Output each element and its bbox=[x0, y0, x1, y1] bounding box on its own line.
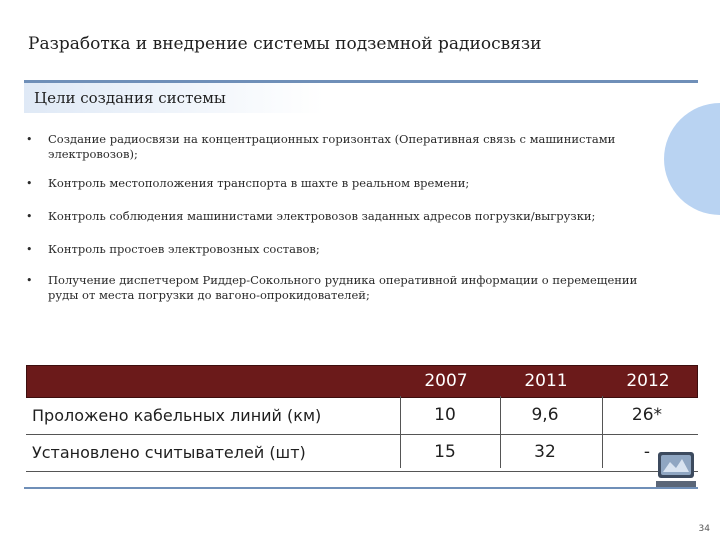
column-divider bbox=[602, 396, 603, 468]
column-divider bbox=[400, 396, 401, 468]
row-label: Проложено кабельных линий (км) bbox=[32, 406, 322, 425]
list-item bbox=[26, 176, 666, 191]
table-header bbox=[26, 365, 698, 398]
table-row bbox=[26, 398, 698, 435]
table-row bbox=[26, 435, 698, 472]
table-cell: 9,6 bbox=[531, 405, 559, 425]
table-cell: 15 bbox=[434, 442, 456, 462]
column-header-year: 2012 bbox=[626, 371, 670, 391]
list-item bbox=[26, 132, 666, 162]
decorative-circle bbox=[664, 103, 720, 215]
page-title: Разработка и внедрение системы подземной радиосвязи bbox=[28, 34, 542, 54]
list-item bbox=[26, 242, 666, 257]
bottom-divider bbox=[24, 487, 698, 489]
table-cell: 10 bbox=[434, 405, 456, 425]
bullet-icon: • bbox=[26, 177, 33, 190]
list-item bbox=[26, 209, 666, 224]
list-item bbox=[26, 273, 666, 303]
bullet-icon: • bbox=[26, 274, 33, 287]
section-heading: Цели создания системы bbox=[34, 89, 226, 107]
goals-list bbox=[26, 132, 666, 321]
bullet-icon: • bbox=[26, 243, 33, 256]
bullet-icon: • bbox=[26, 210, 33, 223]
bullet-icon: • bbox=[26, 133, 33, 146]
table-cell: - bbox=[643, 442, 651, 462]
section-heading-bar bbox=[24, 83, 324, 113]
goal-text: Контроль местоположения транспорта в шахте в реальном времени; bbox=[48, 176, 470, 190]
company-logo-icon bbox=[652, 450, 700, 490]
goal-text: Контроль соблюдения машинистами электровозов заданных адресов погрузки/выгрузки; bbox=[48, 209, 596, 223]
goal-text: Создание радиосвязи на концентрационных горизонтах (Оперативная связь с машинистами электровозов); bbox=[48, 132, 616, 161]
page-number: 34 bbox=[698, 524, 710, 534]
stats-table bbox=[26, 365, 698, 472]
row-label: Установлено считывателей (шт) bbox=[32, 443, 306, 462]
table-cell: 26* bbox=[631, 405, 663, 425]
column-header-year: 2011 bbox=[524, 371, 568, 391]
goal-text: Получение диспетчером Риддер-Сокольного рудника оперативной информации о перемещении руды от места погрузки до вагоно-опрокидователей; bbox=[48, 273, 638, 302]
column-divider bbox=[500, 396, 501, 468]
goal-text: Контроль простоев электровозных составов; bbox=[48, 242, 320, 256]
column-header-year: 2007 bbox=[424, 371, 468, 391]
table-cell: 32 bbox=[534, 442, 556, 462]
